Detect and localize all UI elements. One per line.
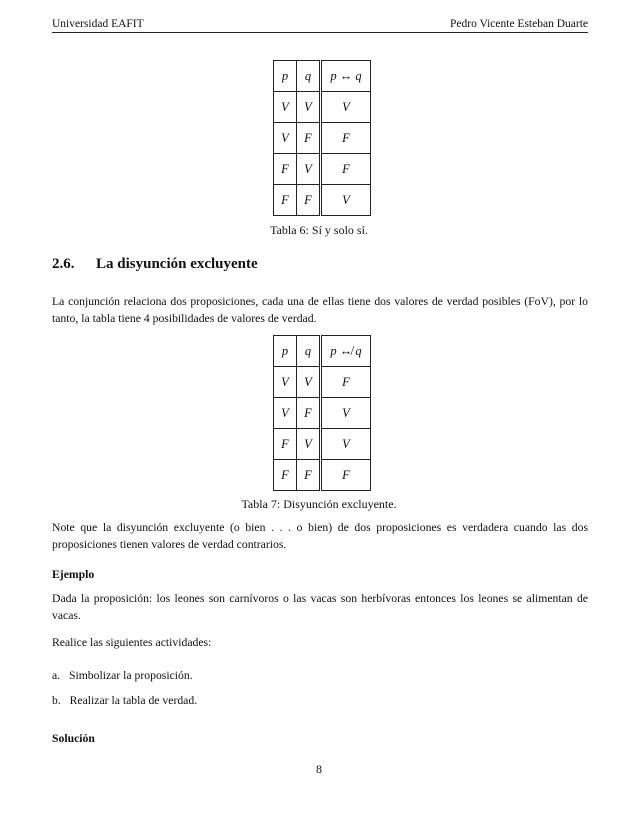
table-row <box>274 398 371 429</box>
section-title: La disyunción excluyente <box>96 256 258 272</box>
note-paragraph: Note que la disyunción excluyente (o bien . . . o bien) de dos proposiciones es verdadera cuando las dos proposiciones tienen valores de verdad contrarios. <box>52 521 588 551</box>
table-cell: V <box>297 154 321 185</box>
table-cell: V <box>321 429 371 460</box>
table-header-cell: p ↔ q <box>321 61 371 92</box>
table-7-caption: Tabla 7: Disyunción excluyente. <box>241 497 397 511</box>
table-cell: F <box>321 460 371 491</box>
list-item <box>52 669 193 682</box>
list-marker: a. <box>52 669 61 682</box>
table-cell: F <box>274 185 297 216</box>
list-item-text: Realizar la tabla de verdad. <box>69 694 198 707</box>
example-heading: Ejemplo <box>52 568 95 581</box>
section-heading <box>52 256 258 273</box>
table-row <box>274 185 371 216</box>
table-cell: F <box>297 123 321 154</box>
table-cell: V <box>274 367 297 398</box>
table-cell: F <box>321 154 371 185</box>
table-cell: V <box>274 398 297 429</box>
table-cell: V <box>321 185 371 216</box>
table-cell: V <box>297 92 321 123</box>
activities-intro: Realice las siguientes actividades: <box>52 636 212 649</box>
table-cell: F <box>274 154 297 185</box>
intro-paragraph: La conjunción relaciona dos proposiciones, cada una de ellas tiene dos valores de verdad posibles (FoV), por lo tanto, la tabla tiene 4 posibilidades de valores de verdad. <box>52 295 588 325</box>
table-cell: V <box>321 92 371 123</box>
table-header-cell: p ↮ q <box>321 336 371 367</box>
truth-table-6 <box>273 60 371 216</box>
table-row <box>274 460 371 491</box>
table-cell: F <box>321 123 371 154</box>
table-header-row <box>274 61 371 92</box>
table-cell: V <box>321 398 371 429</box>
table-cell: V <box>297 367 321 398</box>
example-paragraph: Dada la proposición: los leones son carnívoros o las vacas son herbívoras entonces los leones se alimentan de vacas. <box>52 592 588 622</box>
header-right: Pedro Vicente Esteban Duarte <box>449 18 588 30</box>
truth-table-7 <box>273 335 371 491</box>
table-header-cell: q <box>297 336 321 367</box>
table-cell: F <box>321 367 371 398</box>
table-cell: V <box>274 123 297 154</box>
table-cell: F <box>297 460 321 491</box>
table-6-caption: Tabla 6: Sí y solo sí. <box>270 223 368 237</box>
table-header-cell: q <box>297 61 321 92</box>
list-marker: b. <box>52 694 61 707</box>
table-cell: F <box>274 429 297 460</box>
table-row <box>274 123 371 154</box>
table-header-cell: p <box>274 336 297 367</box>
table-cell: F <box>297 398 321 429</box>
table-cell: F <box>297 185 321 216</box>
table-cell: F <box>274 460 297 491</box>
page-number: 8 <box>316 762 322 776</box>
section-number: 2.6. <box>52 256 75 272</box>
table-header-row <box>274 336 371 367</box>
list-item-text: Simbolizar la proposición. <box>68 669 193 682</box>
header-left: Universidad EAFIT <box>52 18 144 30</box>
list-item <box>52 694 197 707</box>
table-header-cell: p <box>274 61 297 92</box>
table-row <box>274 367 371 398</box>
table-cell: V <box>297 429 321 460</box>
table-row <box>274 92 371 123</box>
table-row <box>274 154 371 185</box>
table-row <box>274 429 371 460</box>
table-cell: V <box>274 92 297 123</box>
solution-heading: Solución <box>52 732 95 745</box>
header-rule <box>52 32 588 33</box>
